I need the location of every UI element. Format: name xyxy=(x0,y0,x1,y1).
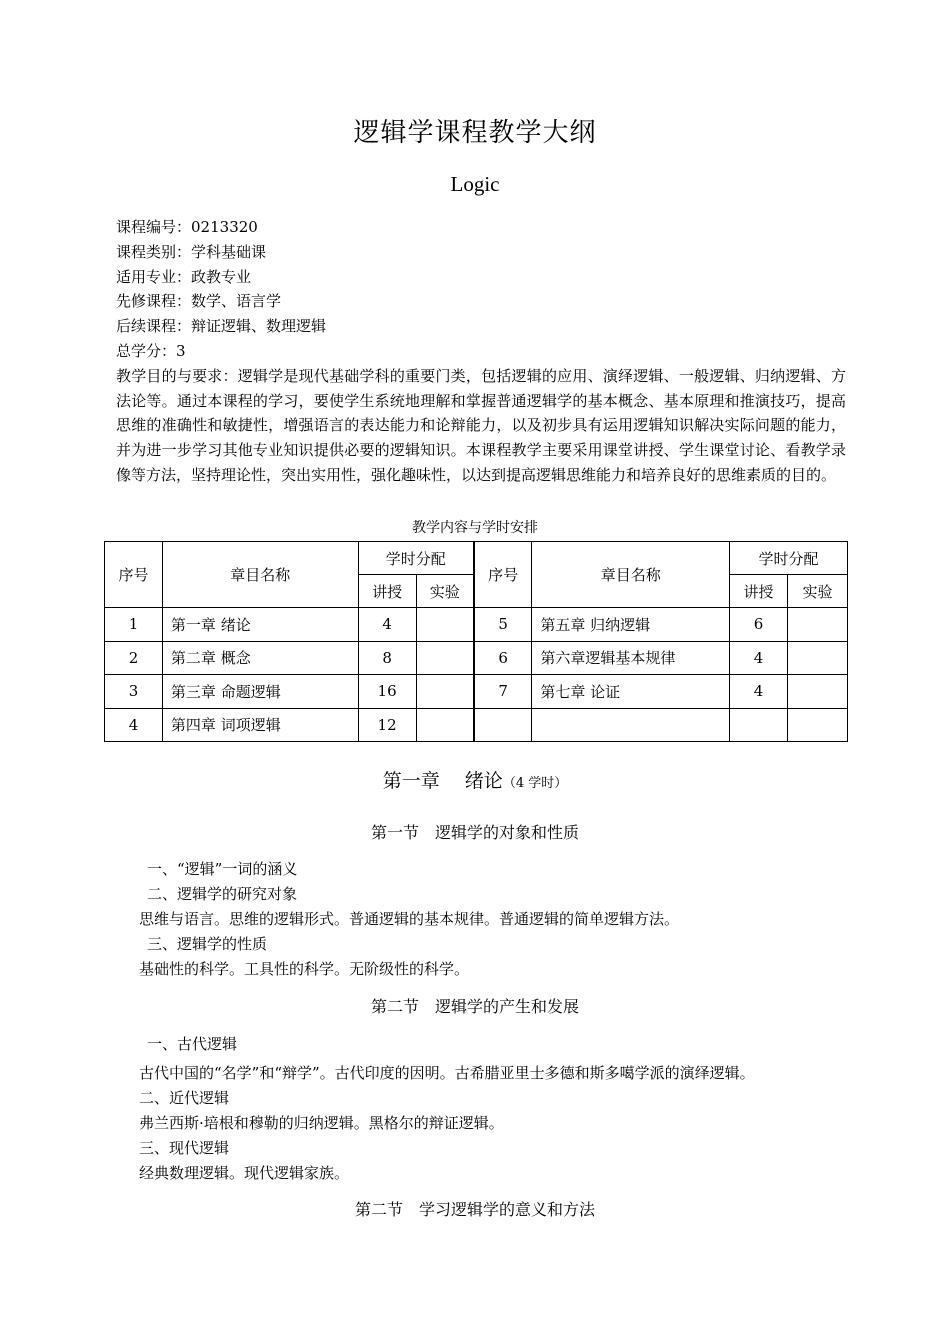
course-code-label: 课程编号： xyxy=(116,218,192,236)
row-lecture: 16 xyxy=(358,675,416,709)
row-lab xyxy=(416,641,474,675)
course-credits-row xyxy=(116,339,846,364)
course-info xyxy=(116,215,846,488)
course-credits-value: 3 xyxy=(176,341,186,360)
document-title: 逻辑学课程教学大纲 xyxy=(353,118,597,148)
row-chapter-2: 第六章逻辑基本规律 xyxy=(532,641,730,675)
course-code-value: 0213320 xyxy=(191,218,258,236)
row-no: 4 xyxy=(105,708,163,742)
row-lab-2 xyxy=(788,675,848,709)
row-no: 3 xyxy=(105,675,163,709)
row-chapter-2: 第五章 归纳逻辑 xyxy=(532,608,730,642)
course-type-value: 学科基础课 xyxy=(191,242,267,261)
outline-item: 一、古代逻辑 xyxy=(147,1035,238,1053)
course-type-row xyxy=(116,240,846,265)
course-goal-paragraph xyxy=(116,364,846,488)
outline-item: 二、近代逻辑 xyxy=(139,1089,230,1107)
row-chapter: 第三章 命题逻辑 xyxy=(162,675,358,709)
course-goal-label: 教学目的与 xyxy=(116,366,193,385)
course-goal-text: 要求：逻辑学是现代基础学科的重要门类，包括逻辑的应用、演绎逻辑、一般逻辑、归纳逻辑、方法论等。通过本课程的学习，要使学生系统地理解和掌握普通逻辑学的基本概念、基本原理和推演技巧，提高思维的准确性和敏捷性，增强语言的表达能力和论辩能力，以及初步具有运用逻辑知识解决实际问题的能力，并为进一步学习其他专业知识提供必要的逻辑知识。本课程教学主要采用课堂讲授、学生课堂讨论、看教学录像等方法，坚持理论性，突出实用性，强化趣味性，以达到提高逻辑思维能力和培养良好的思维素质的目的。 xyxy=(116,366,846,484)
course-code-row xyxy=(116,215,846,240)
header-hours-2: 学时分配 xyxy=(730,542,848,575)
header-name-2: 章目名称 xyxy=(532,542,730,608)
row-chapter: 第二章 概念 xyxy=(162,641,358,675)
course-prereq-label: 先修课程： xyxy=(116,292,192,311)
row-no-2: 6 xyxy=(474,641,532,675)
table-header-row xyxy=(105,542,848,575)
header-no-2: 序号 xyxy=(474,542,532,608)
outline-text: 思维与语言。思维的逻辑形式。普通逻辑的基本规律。普通逻辑的简单逻辑方法。 xyxy=(139,910,680,928)
course-follow-row xyxy=(116,314,846,339)
outline-text: 古代中国的“名学”和“辩学”。古代印度的因明。古希腊亚里士多德和斯多噶学派的演绎逻辑。 xyxy=(139,1064,755,1082)
row-lab-2 xyxy=(788,608,848,642)
row-no-2: 7 xyxy=(474,675,532,709)
row-no-2: 5 xyxy=(474,608,532,642)
table-row xyxy=(105,641,848,675)
header-hours: 学时分配 xyxy=(358,542,474,575)
row-lecture-2 xyxy=(730,708,788,742)
chapter-heading xyxy=(0,766,950,793)
schedule-table xyxy=(104,541,848,742)
course-prereq-value: 数学、语言学 xyxy=(191,292,282,311)
row-chapter-2 xyxy=(532,708,730,742)
outline-item: 三、逻辑学的性质 xyxy=(147,935,268,953)
outline-item: 三、现代逻辑 xyxy=(139,1139,230,1157)
row-no-2 xyxy=(474,708,532,742)
outline-text: 基础性的科学。工具性的科学。无阶级性的科学。 xyxy=(139,960,470,978)
row-chapter: 第一章 绪论 xyxy=(162,608,358,642)
header-lecture-2: 讲授 xyxy=(730,575,788,608)
row-lab xyxy=(416,675,474,709)
chapter-hours: （4 学时） xyxy=(502,776,568,791)
course-major-value: 政教专业 xyxy=(191,267,252,286)
course-follow-label: 后续课程： xyxy=(116,317,192,336)
outline-text: 弗兰西斯·培根和穆勒的归纳逻辑。黑格尔的辩证逻辑。 xyxy=(139,1114,504,1132)
row-chapter-2: 第七章 论证 xyxy=(532,675,730,709)
chapter-title: 第一章 绪论 xyxy=(382,770,503,792)
section-heading: 第一节 逻辑学的对象和性质 xyxy=(370,823,579,842)
header-lab-2: 实验 xyxy=(788,575,848,608)
document-subtitle: Logic xyxy=(450,172,500,196)
header-lecture: 讲授 xyxy=(358,575,416,608)
row-lab-2 xyxy=(788,708,848,742)
row-lecture: 4 xyxy=(358,608,416,642)
row-lecture: 12 xyxy=(358,708,416,742)
course-type-label: 课程类别： xyxy=(116,242,192,261)
row-no: 2 xyxy=(105,641,163,675)
row-lab xyxy=(416,608,474,642)
course-follow-value: 辩证逻辑、数理逻辑 xyxy=(191,317,327,336)
row-chapter: 第四章 词项逻辑 xyxy=(162,708,358,742)
table-row xyxy=(105,675,848,709)
outline-text: 经典数理逻辑。现代逻辑家族。 xyxy=(139,1164,350,1182)
row-lecture-2: 4 xyxy=(730,675,788,709)
course-major-label: 适用专业： xyxy=(116,267,192,286)
table-row xyxy=(105,608,848,642)
course-prereq-row xyxy=(116,289,846,314)
header-lab: 实验 xyxy=(416,575,474,608)
section-heading: 第二节 逻辑学的产生和发展 xyxy=(370,997,579,1016)
table-caption: 教学内容与学时安排 xyxy=(412,520,538,536)
table-row xyxy=(105,708,848,742)
header-no: 序号 xyxy=(105,542,163,608)
header-name: 章目名称 xyxy=(162,542,358,608)
row-no: 1 xyxy=(105,608,163,642)
row-lecture: 8 xyxy=(358,641,416,675)
course-credits-label: 总学分： xyxy=(116,341,177,360)
row-lab-2 xyxy=(788,641,848,675)
section-heading: 第二节 学习逻辑学的意义和方法 xyxy=(354,1200,595,1219)
course-major-row xyxy=(116,265,846,290)
outline-item: 二、逻辑学的研究对象 xyxy=(147,885,298,903)
row-lecture-2: 6 xyxy=(730,608,788,642)
outline-item: 一、“逻辑”一词的涵义 xyxy=(147,860,298,878)
row-lab xyxy=(416,708,474,742)
row-lecture-2: 4 xyxy=(730,641,788,675)
